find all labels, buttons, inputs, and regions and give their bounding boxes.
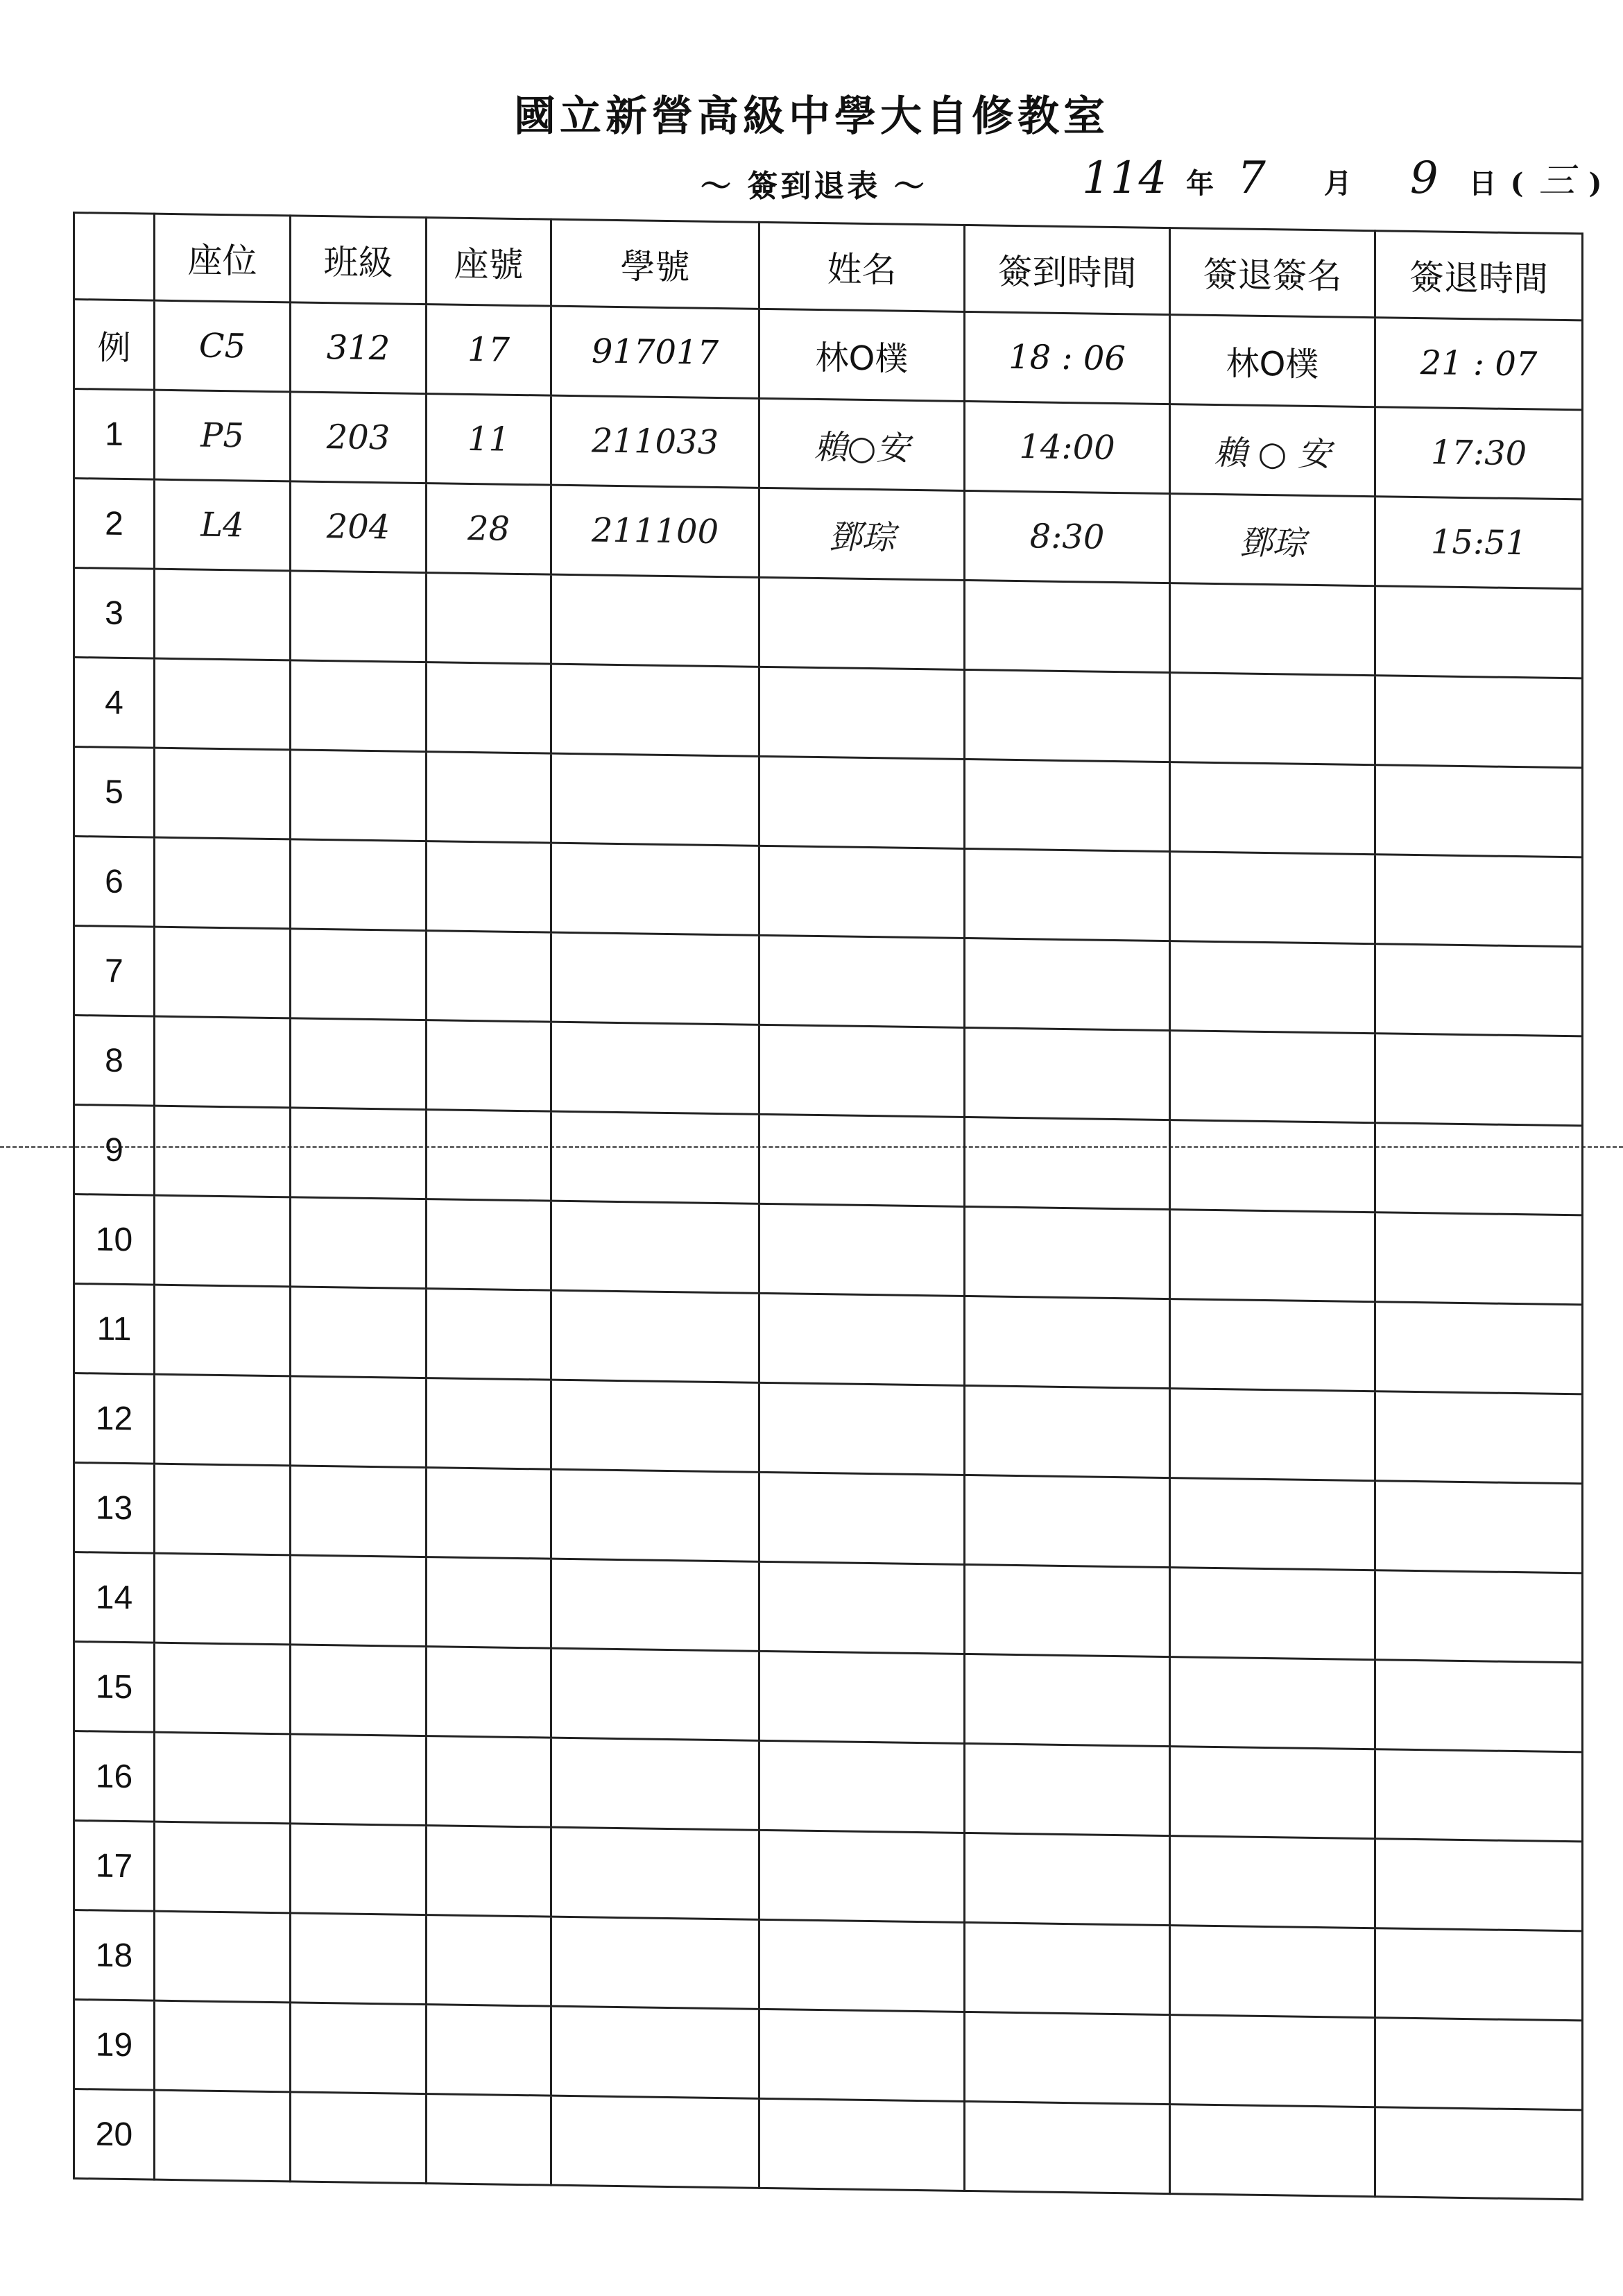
cell-student-id[interactable] [551,1738,759,1830]
example-label: 例 [74,300,155,391]
cell-checkin-time[interactable] [965,759,1170,851]
cell-class[interactable] [291,1466,427,1557]
cell-student-id[interactable] [551,1201,759,1293]
row-number: 15 [74,1642,155,1733]
cell-name[interactable] [759,1651,965,1743]
cell-checkin-time[interactable] [965,1743,1170,1835]
cell-class[interactable] [291,1197,427,1289]
cell-seat-no[interactable] [427,1110,551,1201]
cell-class[interactable] [291,1287,427,1378]
cell-checkout-time[interactable] [1375,1660,1583,1752]
cell-seat-no[interactable] [427,1378,551,1470]
cell-name[interactable] [759,1025,965,1117]
cell-checkin-time[interactable]: 8:30 [965,490,1170,583]
cell-name[interactable] [759,1382,965,1475]
cell-checkout-signature[interactable]: 賴 ○ 安 [1170,404,1375,497]
cell-checkin-time[interactable]: 14:00 [965,401,1170,493]
cell-checkout-signature[interactable] [1170,1568,1375,1660]
cell-seat-no[interactable] [427,841,551,933]
cell-seat-no[interactable] [427,1289,551,1380]
cell-checkout-time[interactable] [1375,1123,1583,1215]
cell-seat-no[interactable] [427,1020,551,1112]
cell-checkout-signature[interactable] [1170,762,1375,855]
cell-student-id[interactable] [551,1827,759,1919]
column-header-seat-no: 座號 [427,218,551,307]
cell-name[interactable] [759,1740,965,1833]
column-header-name: 姓名 [759,222,965,311]
row-number: 16 [74,1731,155,1822]
cell-student-id[interactable] [551,1917,759,2009]
cell-name[interactable] [759,1830,965,1922]
cell-name[interactable] [759,1919,965,2012]
cell-seat[interactable] [155,1732,291,1824]
cell-checkout-time[interactable] [1375,1034,1583,1126]
sign-in-table [73,212,1583,2200]
cell-checkout-time[interactable] [1375,765,1583,857]
cell-student-id[interactable] [551,2096,759,2188]
date-day-unit: 日 [1468,167,1497,200]
cell-student-id[interactable] [551,1380,759,1472]
cell-checkout-time[interactable] [1375,1839,1583,1931]
date-day: 9 [1409,153,1439,204]
cell-checkout-signature[interactable] [1170,2015,1375,2107]
cell-name[interactable] [759,2098,965,2191]
row-number: 11 [74,1284,155,1375]
cell-student-id[interactable] [551,1469,759,1561]
cell-seat-no[interactable] [427,1915,551,2007]
cell-checkin-time[interactable] [965,1654,1170,1746]
cell-seat[interactable] [155,569,291,660]
page-title: 國立新營高級中學大自修教室 [514,92,1109,141]
cell-checkout-signature[interactable] [1170,1389,1375,1481]
row-number: 6 [74,837,155,927]
example-checkout-time: 21 : 07 [1375,318,1583,410]
cell-seat-no[interactable] [427,573,551,665]
cell-class[interactable] [291,571,427,662]
cell-class[interactable] [291,660,427,752]
cell-checkout-signature[interactable] [1170,1926,1375,2018]
row-number: 8 [74,1016,155,1106]
example-student-id: 917017 [551,306,759,398]
date-year-unit: 年 [1186,167,1214,200]
cell-student-id[interactable]: 211033 [551,395,759,488]
cell-checkout-signature[interactable] [1170,1657,1375,1749]
cell-checkout-time[interactable]: 15:51 [1375,497,1583,589]
cell-checkout-signature[interactable] [1170,1299,1375,1391]
cell-seat-no[interactable] [427,752,551,843]
cell-class[interactable] [291,1555,427,1647]
cell-student-id[interactable] [551,1648,759,1740]
cell-checkout-time[interactable] [1375,1749,1583,1842]
cell-checkin-time[interactable] [965,848,1170,941]
cell-checkout-signature[interactable] [1170,673,1375,765]
cell-class[interactable]: 204 [291,481,427,573]
row-number: 10 [74,1194,155,1285]
cell-checkout-time[interactable] [1375,1928,1583,2021]
column-header-seat: 座位 [155,214,291,302]
cell-checkin-time[interactable] [965,1385,1170,1477]
cell-seat[interactable] [155,1016,291,1108]
cell-name[interactable] [759,1561,965,1654]
cell-checkin-time[interactable] [965,1475,1170,1567]
cell-checkout-time[interactable] [1375,1302,1583,1394]
cell-checkin-time[interactable] [965,2012,1170,2104]
cell-student-id[interactable] [551,1111,759,1203]
cell-seat[interactable] [155,658,291,750]
sign-in-sheet [73,212,1581,2200]
row-number: 17 [74,1821,155,1912]
cell-checkout-signature[interactable] [1170,2105,1375,2197]
cell-checkin-time[interactable] [965,1833,1170,1925]
cell-checkout-time[interactable] [1375,586,1583,678]
cell-name[interactable]: 鄧琮 [759,488,965,580]
row-number: 13 [74,1463,155,1554]
cell-name[interactable] [759,577,965,669]
cell-seat-no[interactable] [427,662,551,754]
cell-checkout-time[interactable] [1375,1481,1583,1573]
cell-checkin-time[interactable] [965,1027,1170,1120]
row-number: 14 [74,1552,155,1643]
row-number: 12 [74,1373,155,1464]
cell-class[interactable] [291,1734,427,1826]
page-subtitle: ～ 簽到退表 ～ [701,169,927,204]
cell-class[interactable] [291,1018,427,1110]
cell-checkin-time[interactable] [965,580,1170,672]
cell-student-id[interactable] [551,1022,759,1114]
cell-seat-no[interactable] [427,1647,551,1738]
cell-class[interactable] [291,1376,427,1468]
cell-checkout-time[interactable] [1375,944,1583,1036]
example-class: 312 [291,302,427,394]
row-number: 5 [74,747,155,838]
cell-student-id[interactable] [551,574,759,667]
cell-checkout-signature[interactable] [1170,941,1375,1034]
date-month: 7 [1237,153,1266,204]
cell-seat[interactable] [155,748,291,839]
cell-checkout-time[interactable]: 17:30 [1375,407,1583,499]
row-number: 9 [74,1105,155,1196]
column-header-checkin-time: 簽到時間 [965,225,1170,314]
cell-seat[interactable] [155,1822,291,1913]
row-number: 4 [74,658,155,748]
cell-checkout-signature[interactable] [1170,852,1375,944]
cell-class[interactable] [291,1645,427,1736]
row-number: 3 [74,568,155,659]
cell-class[interactable] [291,1108,427,1199]
date-close-paren: ) [1588,167,1602,200]
cell-seat-no[interactable] [427,931,551,1022]
cell-name[interactable] [759,935,965,1027]
cell-name[interactable] [759,2009,965,2101]
cell-checkout-time[interactable] [1375,855,1583,947]
cell-seat-no[interactable]: 28 [427,483,551,575]
date-month-unit: 月 [1323,167,1352,200]
date-open-paren: ( [1510,167,1524,200]
cell-seat-no[interactable] [427,1199,551,1291]
row-number: 19 [74,2000,155,2091]
cell-seat[interactable] [155,1106,291,1197]
row-number: 7 [74,926,155,1017]
cell-seat[interactable]: P5 [155,390,291,481]
cell-seat-no[interactable] [427,1557,551,1649]
cell-checkout-signature[interactable] [1170,1747,1375,1839]
cell-class[interactable] [291,2003,427,2094]
cell-checkout-time[interactable] [1375,1570,1583,1663]
cell-name[interactable] [759,1472,965,1564]
cell-checkout-time[interactable] [1375,2018,1583,2110]
cell-checkout-signature[interactable]: 鄧琮 [1170,494,1375,586]
cell-seat[interactable] [155,1911,291,2003]
row-number: 18 [74,1910,155,2001]
date-weekday: 三 [1538,160,1575,202]
cell-checkout-signature[interactable] [1170,583,1375,676]
cell-checkin-time[interactable] [965,1117,1170,1209]
column-header-student-id: 學號 [551,219,759,309]
cell-checkout-time[interactable] [1375,2107,1583,2200]
cell-class[interactable]: 203 [291,392,427,483]
row-number: 1 [74,389,155,480]
example-checkout-signature: 林O樸 [1170,315,1375,407]
cell-checkout-signature[interactable] [1170,1836,1375,1928]
cell-checkout-time[interactable] [1375,1213,1583,1305]
cell-checkout-time[interactable] [1375,676,1583,768]
cell-student-id[interactable] [551,753,759,846]
cell-name[interactable]: 賴○安 [759,398,965,490]
cell-student-id[interactable] [551,1559,759,1651]
date-year: 114 [1082,153,1167,204]
cell-checkout-signature[interactable] [1170,1120,1375,1213]
cell-class[interactable] [291,929,427,1020]
cell-name[interactable] [759,846,965,938]
cell-student-id[interactable]: 211100 [551,485,759,577]
cell-seat[interactable] [155,2090,291,2182]
cell-checkout-time[interactable] [1375,1391,1583,1484]
cell-seat[interactable] [155,927,291,1018]
cell-student-id[interactable] [551,2006,759,2098]
cell-student-id[interactable] [551,843,759,935]
column-header-checkout-signature: 簽退簽名 [1170,228,1375,318]
column-header [74,213,155,301]
cell-class[interactable] [291,2092,427,2184]
cell-seat-no[interactable]: 11 [427,394,551,486]
cell-student-id[interactable] [551,664,759,756]
cell-seat[interactable]: L4 [155,479,291,571]
cell-class[interactable] [291,1913,427,2005]
cell-name[interactable] [759,1203,965,1296]
cell-seat-no[interactable] [427,1826,551,1917]
cell-checkout-signature[interactable] [1170,1478,1375,1570]
cell-name[interactable] [759,667,965,759]
column-header-checkout-time: 簽退時間 [1375,231,1583,320]
cell-seat[interactable] [155,2001,291,2092]
cell-checkin-time[interactable] [965,1922,1170,2014]
cell-seat[interactable] [155,837,291,929]
cell-checkin-time[interactable] [965,1296,1170,1388]
example-checkin-time: 18 : 06 [965,311,1170,404]
cell-name[interactable] [759,1114,965,1206]
cell-name[interactable] [759,756,965,848]
example-seat-no: 17 [427,305,551,396]
cell-seat[interactable] [155,1374,291,1466]
cell-class[interactable] [291,1824,427,1915]
cell-checkin-time[interactable] [965,1564,1170,1656]
row-number: 2 [74,479,155,569]
cell-seat[interactable] [155,1643,291,1734]
cell-seat-no[interactable] [427,1468,551,1559]
cell-student-id[interactable] [551,932,759,1025]
cell-student-id[interactable] [551,1290,759,1382]
cell-name[interactable] [759,1293,965,1385]
row-number: 20 [74,2089,155,2180]
cell-seat[interactable] [155,1285,291,1376]
cell-seat[interactable] [155,1464,291,1555]
cell-seat-no[interactable] [427,2005,551,2096]
cell-checkin-time[interactable] [965,938,1170,1030]
cell-checkout-signature[interactable] [1170,1210,1375,1302]
cell-seat[interactable] [155,1553,291,1645]
column-header-class: 班級 [291,216,427,305]
cell-class[interactable] [291,839,427,931]
cell-seat[interactable] [155,1195,291,1287]
cell-checkin-time[interactable] [965,2101,1170,2193]
date-line [1082,151,1601,204]
example-name: 林O樸 [759,309,965,401]
cell-seat-no[interactable] [427,2094,551,2186]
cell-checkin-time[interactable] [965,669,1170,762]
example-seat: C5 [155,300,291,392]
cell-class[interactable] [291,750,427,841]
cell-seat-no[interactable] [427,1736,551,1828]
cell-checkout-signature[interactable] [1170,1031,1375,1123]
cell-checkin-time[interactable] [965,1206,1170,1299]
